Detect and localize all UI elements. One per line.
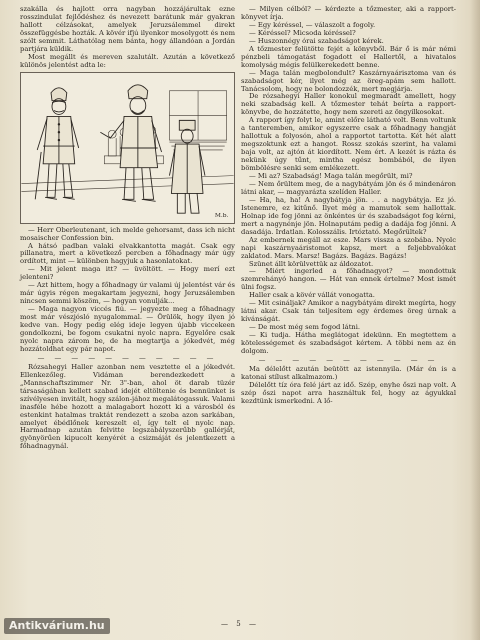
paragraph: — Huszonnégy órai szabadságot kérek.	[249, 36, 384, 45]
watermark: Antikvárium.hu	[4, 618, 110, 634]
paragraph: A tőzmester felütötte fejét a könyvből. Bár ő is már némi pénzbeli támogatást fogadott el Hallertől, a hivatalos komolyság mégis felülkerekedett benne.	[241, 44, 456, 69]
paragraph: Haller csak a kövér vállát vonogatta.	[249, 291, 375, 300]
paragraph: — Mi az? Szabadság! Maga talán megőrült, mi?	[249, 172, 413, 181]
paragraph: — Maga talán megbolondult? Kaszárnyaárisztoma van és szabadságot kér, ilyet még az öreg-apám sem hallott. Tanácsolom, hogy ne bolondozzék, mert megjárja.	[241, 68, 456, 93]
right-column	[241, 6, 456, 406]
officers-illustration	[21, 73, 234, 223]
left-column	[20, 6, 235, 451]
paragraph: Ma délelőtt azután beütött az istennyila. (Már én is a katonai stílust alkalmazom.)	[241, 364, 456, 381]
paragraph: — Milyen célból? — kérdezte a tőzmester, aki a rapport-könyvet írja.	[241, 5, 456, 21]
paragraph: Szünet állt körülvettük az áldozatot.	[249, 259, 374, 268]
paragraph: — Azt hittem, hogy a főhadnagy úr valami új jelentést vár és már úgyis régen megakartam jegyezni, hogy Jeruzsálemben nincsen semmi köszöm, — hogyan vonulják...	[20, 281, 235, 306]
paragraph: — Mit jelent maga itt? — üvöltött. — Hogy merí ezt jelenteni?	[20, 265, 235, 282]
paragraph: — Egy kéréssel, — válaszolt a fogoly.	[249, 20, 376, 29]
paragraph: Délelőtt tíz óra felé járt az idő. Szép, enyhe őszi nap volt. A szép őszi napot arra használtuk fel, hogy az ágyukkal kezdtünk ismerkedni. A lő-	[241, 380, 456, 405]
section-separator: — — — — — — — — — — —	[258, 355, 439, 364]
page-number: — 5 —	[221, 620, 259, 628]
paragraph: — Kéréssel? Micsoda kéréssel?	[249, 28, 356, 37]
section-separator: — — — — — — — — — — —	[37, 353, 218, 362]
paragraph: — Mit csináljak? Amikor a nagybátyám direkt megírta, hogy látni akar. Csak tán teljesítem egy érdemes öreg úrnak a kívánságát.	[241, 299, 456, 324]
paragraph: — Ki tudja. Hátha meglátogat idekünn. En megtettem a kötelességemet és szabadságot kértem. A többi nem az én dolgom.	[241, 331, 456, 355]
paragraph: — Nem őrültem meg, de a nagybátyám jön és ő mindenáron látni akar, — magyarázta szelíden Haller.	[241, 179, 456, 196]
paragraph: De rózsahegyi Haller konokul megmaradt amellett, hogy neki szabadság kell. A tőzmester tehát beírta a rapport-könyvbe, de hozzátette, hogy nem szereti az öngyilkosokat.	[241, 92, 456, 117]
illustration-signature: M.b.	[214, 212, 229, 219]
paragraph: A rapport így folyt le, amint előre látható volt. Benn voltunk a tanteremben, amikor egyszerre csak a főhadnagy hangját hallottuk a folyosón, ahol a rapportot tartotta. Két hét alatt megszoktunk ezt a hangot. Rossz szokás szerint, ha valami baja volt, az ajtón át kiordított. Nem ért. A kezét is rázta és nekünk úgy tűnt, mintha egész bombából, de ilyen bömbölésre senki sem emlékezett.	[241, 116, 456, 173]
paragraph: Most megállt és mereven szalutált. Azután a következő különös jelentést adta le:	[20, 52, 235, 69]
paragraph: — Herr Oberleutenant, ich melde gehorsamt, dass ich nicht mosaischer Confession bin.	[20, 225, 235, 242]
paragraph: — Maga nagyon viccés fiú. — jegyezte meg a főhadnagy most már vészjósló nyugalommal. — Örülök, hogy ilyen jó kedve van. Hogy pedig elég ideje legyen újabb viccekeen gondolkozni, be fogom csukatni nyolc napra. Egyelőre csak nyolc napra zárom be, de ha megtartja a jókedvét, még hozzátoldhat egy pár napot.	[20, 305, 235, 353]
paragraph: szakálla és hajlott orra nagyban hozzájárultak ezne rosszindulat fejlődéshez és nevezett barátunk már gyakran hallott célzásokat, amelyek Jeruzsálemmel direkt összefüggésbe hozták. A kövér ifjú ilyenkor mosolygott és nem szólt semmit. Láthatólag nem bánta, hogy állandóan a Jordán partjára küldik.	[20, 5, 235, 53]
paragraph: — Miért ingerled a főhadnagyot? — mondottuk szemrehányó hangon. — Hát van ennek értelme? Most ismét ülni fogsz.	[241, 267, 456, 292]
illustration	[20, 72, 235, 224]
page-fold-shadow	[470, 0, 480, 640]
paragraph: Rózsahegyi Haller azonban nem vesztette el a jókedvét. Ellenkezőleg. Vidáman berendezkedett a „Mannschaftszimmer Nr. 3"-ban, ahol öt darab tüzér társaságában kellett szabad idejét eltöltenie és bennünket is szívélyesen invitált, hogy szálon-jához megalátogassuk. Valami inasféle hébe hozott a malagabort hozott ki a városból és estenkint hatalmas traktát rendezett a szoba azon sarkában, amelyet ébédlőnek kereszelt el, így telt el nyolc nap. Harmadnap azután felvitte legszabályszerűbb gallérját, gyönyörűen kipucolt kenyérét a csizmáját és jelentkezett a főhadnagynál.	[20, 362, 235, 451]
paragraph: A hátsó padban valaki elvakkantotta magát. Csak egy pillanatra, mert a következő percben a főhadnagy már úgy ordított, mint — különben hagyjuk a hasonlatokat.	[20, 241, 235, 266]
paragraph: — De most még sem fogod látni.	[249, 323, 361, 332]
paragraph: — Ha, ha, ha! A nagybátyja jön. . . a nagybátyja. Ez jó. Istenemre, ez kitűnő. Ilyet még a mamutok sem hallottak. Holnap ide fog jönni az önkéntes úr és szabadságot fog kérni, mert a nagynénje jön. Holnaputám pedig a dadája fog jönni. A dasadája. Irdatlan. Kolosszális. Irtóztató. Megőrültek?	[241, 195, 456, 236]
paragraph: Az embernek megáll az esze. Mars vissza a szobába. Nyolc napi kaszárnyaáristomot kapsz, mert a feljebbvalókat zaklatod. Mars. Marsz! Bagázs. Bagázs. Bagázs!	[241, 235, 456, 260]
